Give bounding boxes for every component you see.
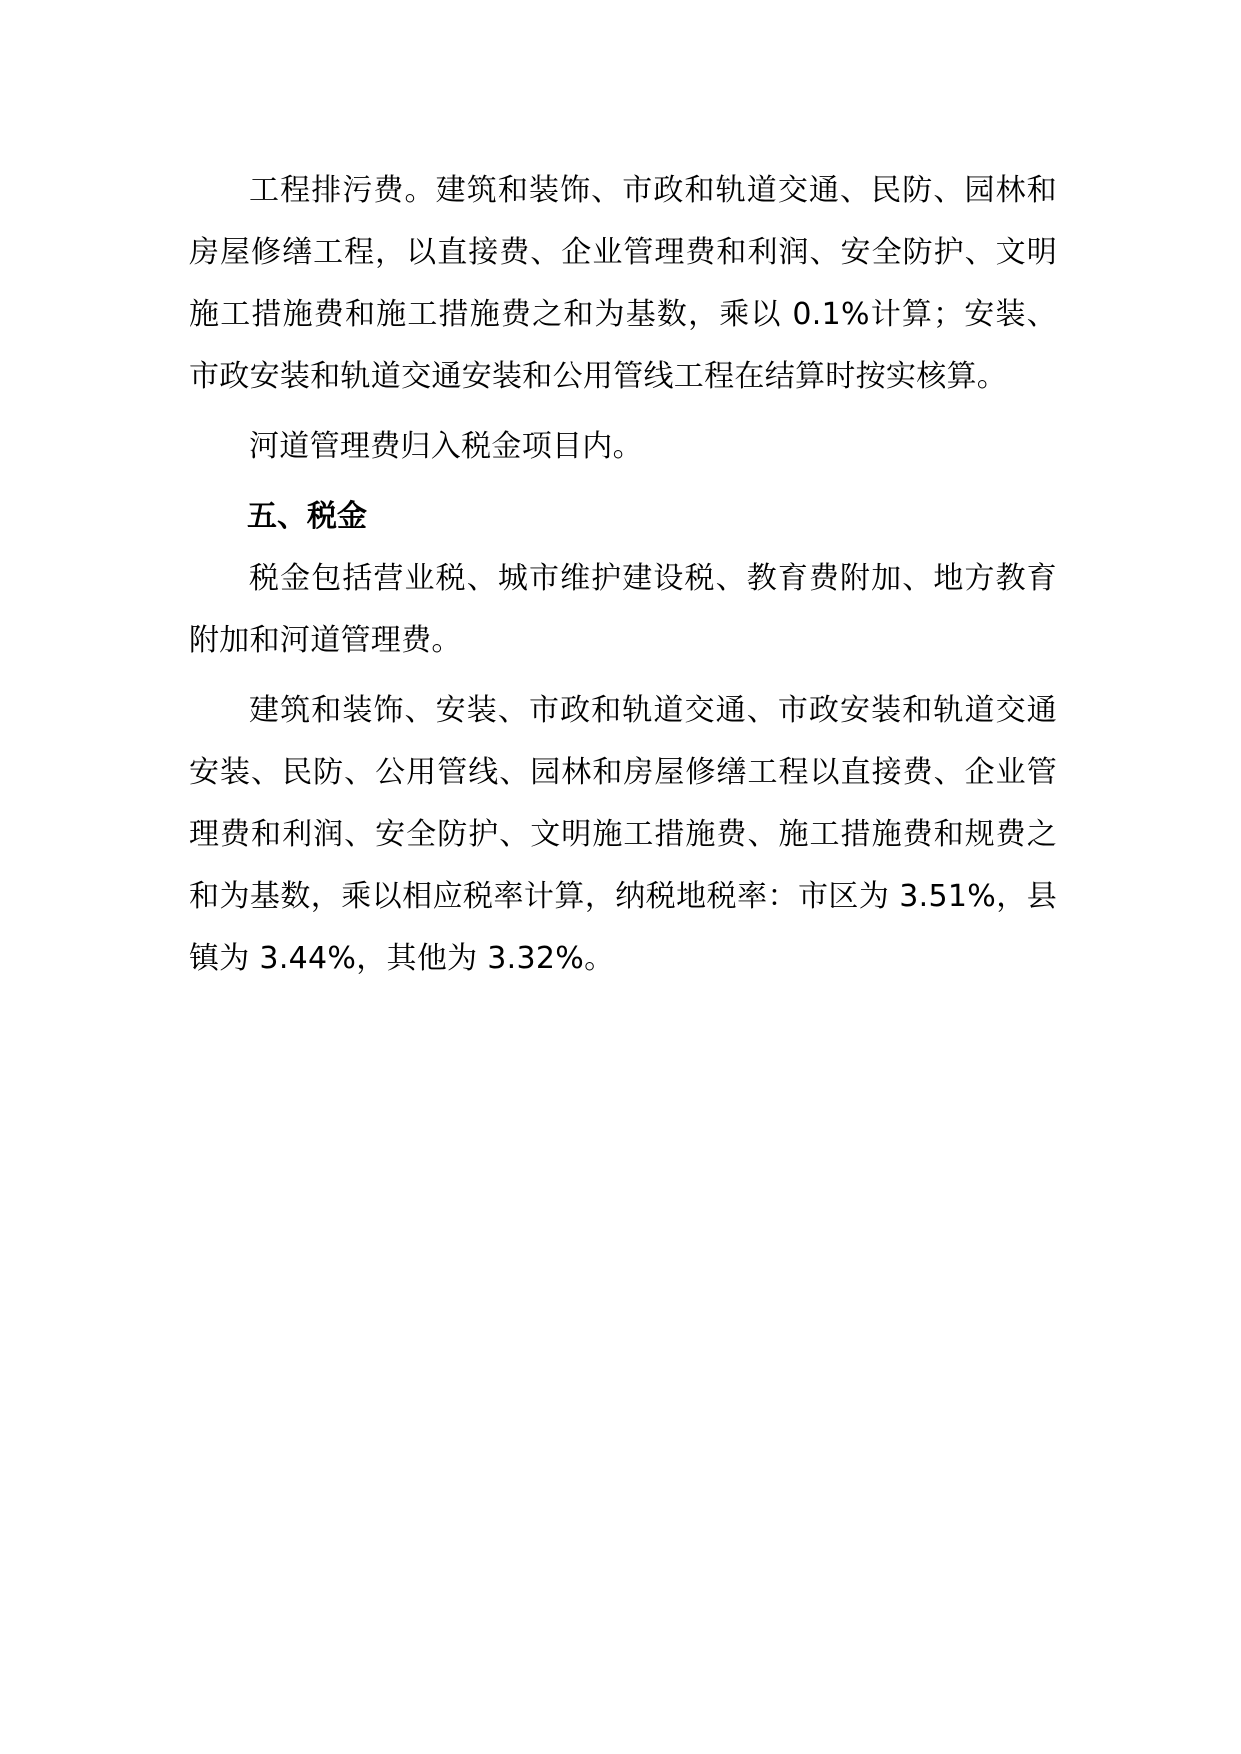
paragraph-tax-composition: 税金包括营业税、城市维护建设税、教育费附加、地方教育附加和河道管理费。 [189, 561, 1057, 658]
document-body [189, 160, 1057, 998]
paragraph-tax-rates: 建筑和装饰、安装、市政和轨道交通、市政安装和轨道交通安装、民防、公用管线、园林和房屋修缮工程以直接费、企业管理费和利润、安全防护、文明施工措施费、施工措施费和规费之和为基数，乘以相应税率计算，纳税地税率：市区为 3.51%，县镇为 3.44%，其他为 3.32%。 [189, 693, 1057, 976]
section-heading-tax: 五、税金 [247, 499, 367, 534]
paragraph-river-fee: 河道管理费归入税金项目内。 [249, 429, 643, 464]
paragraph-sewage-fee: 工程排污费。建筑和装饰、市政和轨道交通、民防、园林和房屋修缮工程，以直接费、企业管理费和利润、安全防护、文明施工措施费和施工措施费之和为基数，乘以 0.1%计算；安装、市政安装和轨道交通安装和公用管线工程在结算时按实核算。 [189, 173, 1057, 394]
